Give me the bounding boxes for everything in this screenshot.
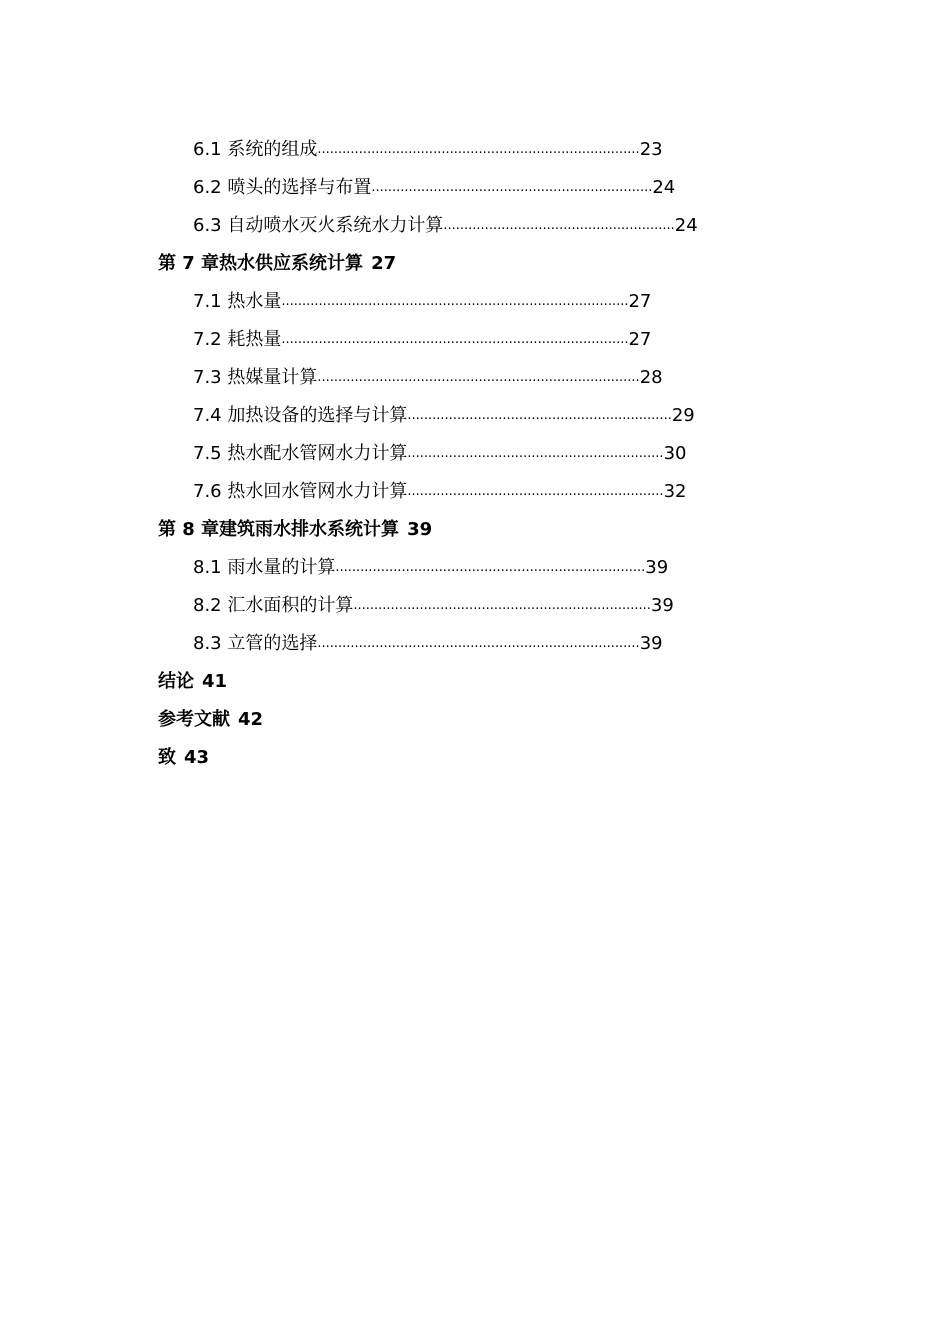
toc-chapter-entry [158, 511, 798, 549]
toc-entry-title: 6.3 自动喷水灭火系统水力计算 [193, 215, 444, 236]
toc-dot-leader: .................................................................................... [281, 294, 629, 309]
toc-page-number: 30 [663, 443, 687, 464]
toc-page-number: 24 [674, 215, 698, 236]
toc-section-entry [158, 397, 798, 435]
toc-section-entry [158, 169, 798, 207]
toc-dot-leader: .................................................................................... [281, 332, 629, 347]
toc-page-number: 42 [238, 709, 264, 730]
toc-page-number: 39 [650, 595, 674, 616]
toc-entry-title: 8.3 立管的选择 [193, 633, 318, 654]
toc-section-entry [158, 207, 798, 245]
toc-page-number: 39 [639, 633, 663, 654]
toc-section-entry [158, 131, 798, 169]
toc-chapter-entry [158, 701, 798, 739]
toc-section-entry [158, 435, 798, 473]
toc-dot-leader: ........................................................ [443, 218, 675, 233]
toc-entry-title: 第 8 章建筑雨水排水系统计算 [158, 519, 400, 540]
toc-page-number: 27 [628, 329, 652, 350]
toc-page-number: 27 [628, 291, 652, 312]
toc-page-number: 43 [184, 747, 210, 768]
toc-dot-leader: .............................................................. [407, 446, 664, 461]
toc-entry-title: 7.4 加热设备的选择与计算 [193, 405, 408, 426]
table-of-contents [158, 131, 798, 777]
toc-entry-title: 参考文献 [158, 709, 230, 730]
toc-entry-title: 8.1 雨水量的计算 [193, 557, 336, 578]
toc-dot-leader: .................................................................... [371, 180, 653, 195]
toc-dot-leader: ........................................................................ [353, 598, 651, 613]
toc-entry-title: 7.3 热媒量计算 [193, 367, 318, 388]
toc-page-number: 39 [407, 519, 433, 540]
toc-chapter-entry [158, 663, 798, 701]
toc-entry-title: 致 [158, 747, 176, 768]
toc-entry-title: 6.1 系统的组成 [193, 139, 318, 160]
toc-entry-title: 8.2 汇水面积的计算 [193, 595, 354, 616]
toc-section-entry [158, 549, 798, 587]
toc-section-entry [158, 321, 798, 359]
toc-chapter-entry [158, 245, 798, 283]
toc-entry-title: 7.2 耗热量 [193, 329, 282, 350]
toc-section-entry [158, 625, 798, 663]
toc-entry-title: 7.6 热水回水管网水力计算 [193, 481, 408, 502]
toc-dot-leader: .............................................................................. [317, 636, 640, 651]
toc-dot-leader: .............................................................................. [317, 142, 640, 157]
toc-entry-title: 结论 [158, 671, 194, 692]
toc-page-number: 24 [652, 177, 676, 198]
toc-section-entry [158, 359, 798, 397]
toc-page-number: 27 [371, 253, 397, 274]
toc-section-entry [158, 473, 798, 511]
toc-page-number: 23 [639, 139, 663, 160]
toc-entry-title: 6.2 喷头的选择与布置 [193, 177, 372, 198]
toc-section-entry [158, 283, 798, 321]
toc-page-number: 32 [663, 481, 687, 502]
toc-dot-leader: .............................................................................. [317, 370, 640, 385]
toc-entry-title: 第 7 章热水供应系统计算 [158, 253, 364, 274]
toc-page-number: 41 [202, 671, 228, 692]
toc-entry-title: 7.5 热水配水管网水力计算 [193, 443, 408, 464]
toc-dot-leader: ................................................................ [407, 408, 672, 423]
toc-page-number: 29 [671, 405, 695, 426]
toc-entry-title: 7.1 热水量 [193, 291, 282, 312]
toc-section-entry [158, 587, 798, 625]
toc-dot-leader: .............................................................. [407, 484, 664, 499]
toc-page-number: 39 [645, 557, 669, 578]
toc-page-number: 28 [639, 367, 663, 388]
toc-dot-leader: ........................................................................... [335, 560, 646, 575]
toc-chapter-entry [158, 739, 798, 777]
